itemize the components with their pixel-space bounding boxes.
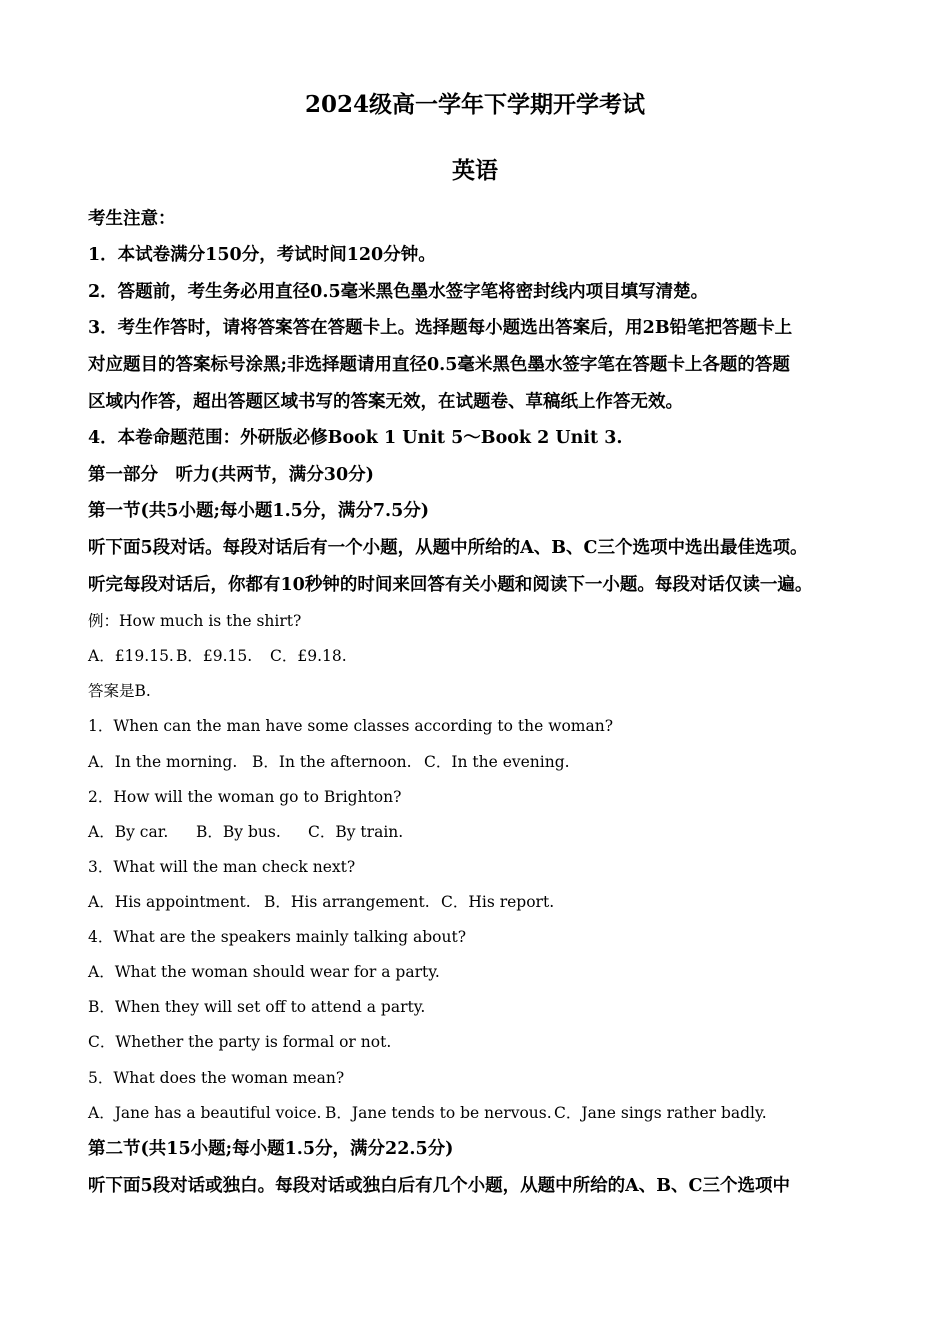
option-c: C．In the evening. xyxy=(424,753,570,771)
section1-instruction-1: 听下面5段对话。每段对话后有一个小题，从题中所给的A、B、C三个选项中选出最佳选项。 xyxy=(88,538,808,558)
notice-item-3-cont: 对应题目的答案标号涂黑;非选择题请用直径0.5毫米黑色墨水签字笔在答题卡上各题的答题 xyxy=(88,355,790,375)
section2-instruction-1: 听下面5段对话或独白。每段对话或独白后有几个小题，从题中所给的A、B、C三个选项中 xyxy=(88,1176,790,1196)
option-b: B．In the afternoon. xyxy=(252,753,412,771)
part1-heading: 第一部分 听力(共两节，满分30分) xyxy=(88,465,374,485)
example-options xyxy=(88,644,347,666)
example-answer: 答案是B. xyxy=(88,682,151,700)
question-5: 5．What does the woman mean? xyxy=(88,1069,345,1087)
option-a: A．£19.15. xyxy=(88,647,174,665)
notice-item-2: 2．答题前，考生务必用直径0.5毫米黑色墨水签字笔将密封线内项目填写清楚。 xyxy=(88,282,709,302)
page-title: 2024级高一学年下学期开学考试 xyxy=(304,91,645,118)
question-2: 2．How will the woman go to Brighton? xyxy=(88,788,402,806)
question-3: 3．What will the man check next? xyxy=(88,858,356,876)
notice-item-3: 3．考生作答时，请将答案答在答题卡上。选择题每小题选出答案后，用2B铅笔把答题卡上 xyxy=(88,318,793,338)
section2-heading: 第二节(共15小题;每小题1.5分，满分22.5分) xyxy=(88,1139,454,1159)
option-a: A．In the morning. xyxy=(88,753,238,771)
question-4: 4．What are the speakers mainly talking about? xyxy=(88,928,467,946)
question-3-options xyxy=(88,890,554,912)
option-a: A．His appointment. xyxy=(88,893,251,911)
example-question: 例：How much is the shirt? xyxy=(88,612,302,630)
notice-heading: 考生注意： xyxy=(88,209,176,229)
option-c: C．£9.18. xyxy=(270,647,347,665)
notice-item-1: 1．本试卷满分150分，考试时间120分钟。 xyxy=(88,245,436,265)
option-c: C．By train. xyxy=(308,823,404,841)
question-4-option-c: C．Whether the party is formal or not. xyxy=(88,1033,392,1051)
question-4-option-b: B．When they will set off to attend a party. xyxy=(88,998,426,1016)
section1-heading: 第一节(共5小题;每小题1.5分，满分7.5分) xyxy=(88,501,430,521)
section1-instruction-2: 听完每段对话后，你都有10秒钟的时间来回答有关小题和阅读下一小题。每段对话仅读一遍。 xyxy=(88,575,813,595)
option-a: A．By car. xyxy=(88,823,169,841)
question-5-options xyxy=(88,1101,767,1123)
option-a: A．Jane has a beautiful voice. xyxy=(88,1104,322,1122)
option-b: B．Jane tends to be nervous. xyxy=(325,1104,552,1122)
option-b: B．By bus. xyxy=(196,823,281,841)
notice-item-3-cont2: 区域内作答，超出答题区域书写的答案无效，在试题卷、草稿纸上作答无效。 xyxy=(88,392,683,412)
subject-title: 英语 xyxy=(452,157,498,184)
question-4-option-a: A．What the woman should wear for a party. xyxy=(88,963,440,981)
notice-item-4: 4．本卷命题范围：外研版必修Book 1 Unit 5～Book 2 Unit 3. xyxy=(88,428,623,448)
question-2-options xyxy=(88,820,403,842)
option-b: B．£9.15. xyxy=(176,647,253,665)
question-1: 1．When can the man have some classes according to the woman? xyxy=(88,717,614,735)
option-c: C．Jane sings rather badly. xyxy=(554,1104,767,1122)
option-c: C．His report. xyxy=(441,893,555,911)
option-b: B．His arrangement. xyxy=(264,893,430,911)
question-1-options xyxy=(88,750,570,772)
